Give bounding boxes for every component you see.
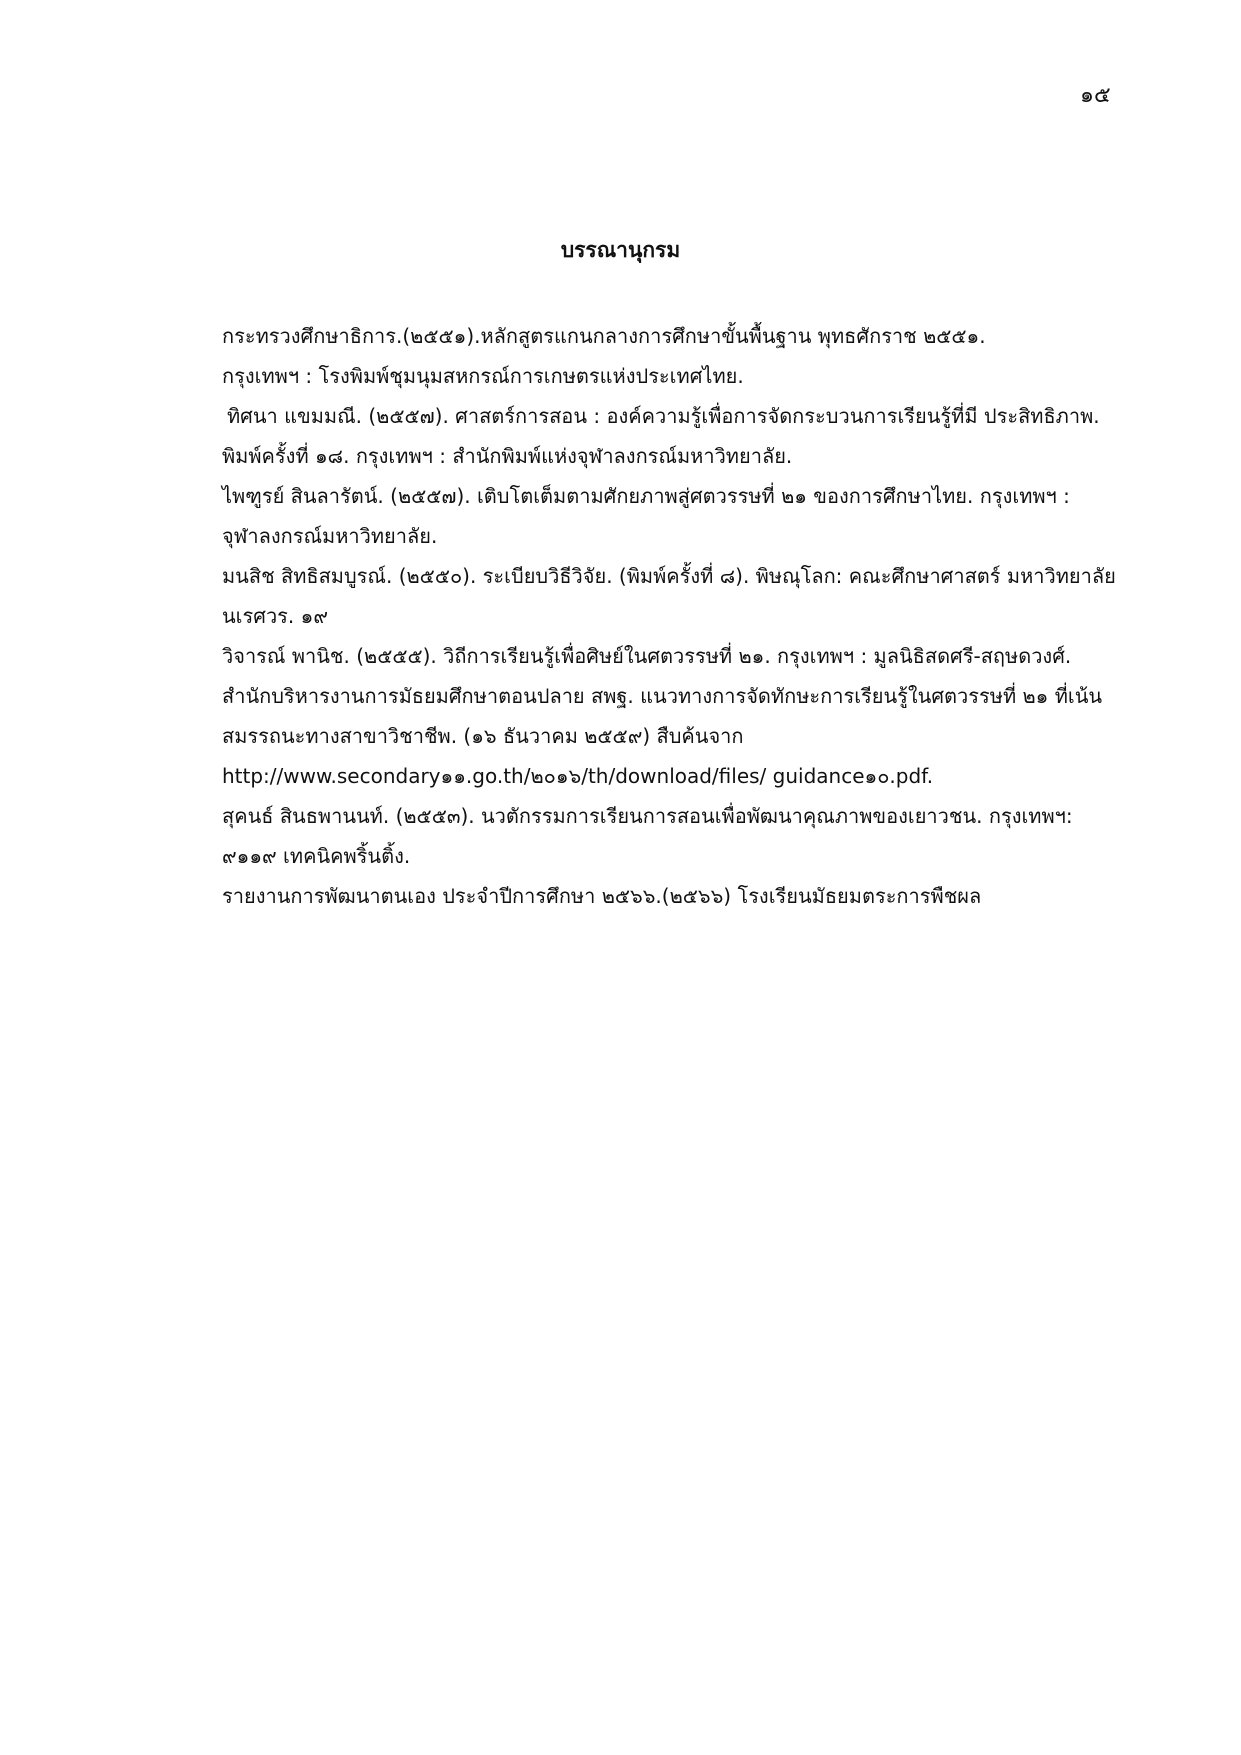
reference-line: กรุงเทพฯ : โรงพิมพ์ชุมนุมสหกรณ์การเกษตรแห่งประเทศไทย.	[222, 364, 744, 388]
reference-line: นเรศวร. ๑๙	[222, 604, 328, 628]
reference-line: จุฬาลงกรณ์มหาวิทยาลัย.	[222, 524, 438, 548]
reference-line: กระทรวงศึกษาธิการ.(๒๕๕๑).หลักสูตรแกนกลางการศึกษาขั้นพื้นฐาน พุทธศักราช ๒๕๕๑.	[222, 324, 986, 348]
reference-line: ทิศนา แขมมณี. (๒๕๕๗). ศาสตร์การสอน : องค์ความรู้เพื่อการจัดกระบวนการเรียนรู้ที่มี ประสิทธิภาพ.	[227, 404, 1100, 428]
reference-line: มนสิช สิทธิสมบูรณ์. (๒๕๕๐). ระเบียบวิธีวิจัย. (พิมพ์ครั้งที่ ๘). พิษณุโลก: คณะศึกษาศาสตร์ มหาวิทยาลัย	[222, 564, 1116, 588]
reference-line: สำนักบริหารงานการมัธยมศึกษาตอนปลาย สพฐ. แนวทางการจัดทักษะการเรียนรู้ในศตวรรษที่ ๒๑ ที่เน้น	[222, 684, 1103, 708]
reference-line: รายงานการพัฒนาตนเอง ประจำปีการศึกษา ๒๕๖๖.(๒๕๖๖) โรงเรียนมัธยมตระการพืชผล	[222, 884, 982, 908]
page-number: ๑๕	[1080, 83, 1111, 108]
reference-url[interactable]: http://www.secondary๑๑.go.th/๒๐๑๖/th/download/files/ guidance๑๐.pdf.	[222, 764, 934, 788]
reference-line: วิจารณ์ พานิช. (๒๕๕๕). วิถีการเรียนรู้เพื่อศิษย์ในศตวรรษที่ ๒๑. กรุงเทพฯ : มูลนิธิสดศรี-สฤษดวงศ์.	[222, 644, 1072, 668]
reference-line: ไพฑูรย์ สินลารัตน์. (๒๕๕๗). เติบโตเต็มตามศักยภาพสู่ศตวรรษที่ ๒๑ ของการศึกษาไทย. กรุงเทพฯ :	[222, 484, 1070, 508]
reference-line: สุคนธ์ สินธพานนท์. (๒๕๕๓). นวตักรรมการเรียนการสอนเพื่อพัฒนาคุณภาพของเยาวชน. กรุงเทพฯ:	[222, 804, 1073, 828]
bibliography-list	[222, 316, 1142, 916]
reference-line: พิมพ์ครั้งที่ ๑๘. กรุงเทพฯ : สำนักพิมพ์แห่งจุฬาลงกรณ์มหาวิทยาลัย.	[222, 444, 793, 468]
reference-line: ๙๑๑๙ เทคนิคพริ้นติ้ง.	[222, 844, 411, 868]
page-title: บรรณานุกรม	[560, 238, 681, 262]
reference-line: สมรรถนะทางสาขาวิชาชีพ. (๑๖ ธันวาคม ๒๕๕๙) สืบค้นจาก	[222, 724, 744, 748]
